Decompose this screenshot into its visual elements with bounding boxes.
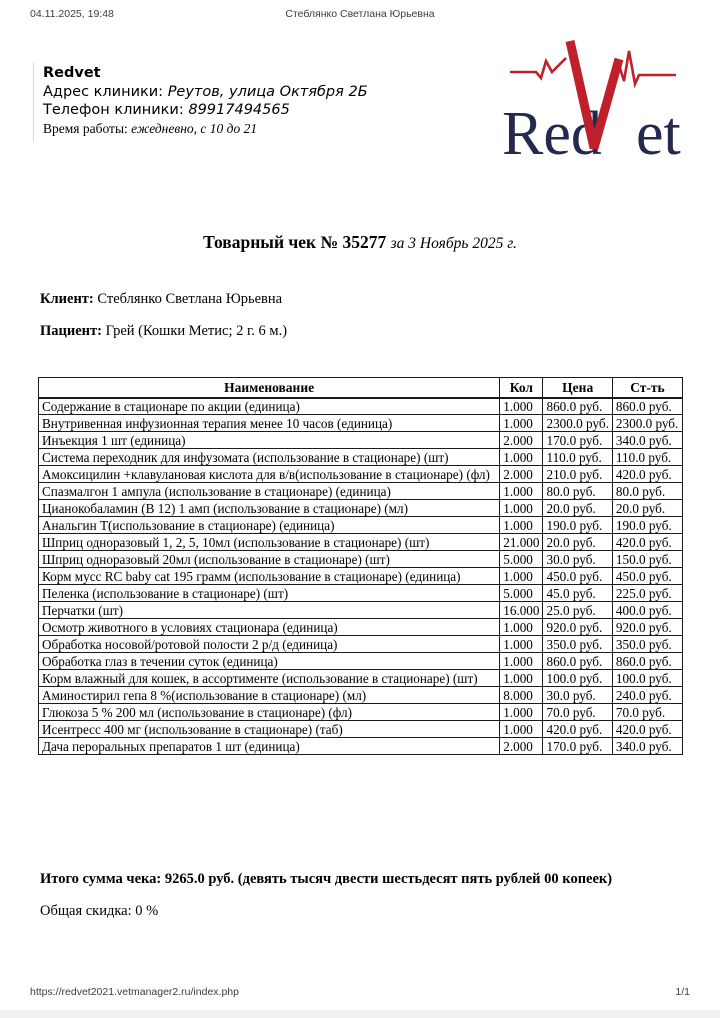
item-total-cell: 80.0 руб. xyxy=(612,483,682,500)
item-qty-cell: 1.000 xyxy=(500,653,543,670)
print-document-title: Стеблянко Светлана Юрьевна xyxy=(285,8,435,20)
item-qty-cell: 2.000 xyxy=(500,432,543,449)
clinic-address-label: Адрес клиники: xyxy=(43,83,164,100)
receipt-title: Товарный чек № 35277 xyxy=(203,232,387,252)
item-total-cell: 150.0 руб. xyxy=(612,551,682,568)
item-qty-cell: 2.000 xyxy=(500,466,543,483)
item-name-cell: Осмотр животного в условиях стационара (единица) xyxy=(39,619,500,636)
page-edge-strip xyxy=(0,1010,720,1018)
item-price-cell: 80.0 руб. xyxy=(543,483,612,500)
item-qty-cell: 1.000 xyxy=(500,704,543,721)
item-price-cell: 350.0 руб. xyxy=(543,636,612,653)
item-total-cell: 225.0 руб. xyxy=(612,585,682,602)
item-total-cell: 420.0 руб. xyxy=(612,721,682,738)
clinic-hours-label: Время работы: xyxy=(43,120,128,136)
item-price-cell: 210.0 руб. xyxy=(543,466,612,483)
client-line xyxy=(40,291,282,308)
table-row xyxy=(39,585,683,602)
item-price-cell: 420.0 руб. xyxy=(543,721,612,738)
item-price-cell: 450.0 руб. xyxy=(543,568,612,585)
item-qty-cell: 16.000 xyxy=(500,602,543,619)
clinic-hours-value: ежедневно, с 10 до 21 xyxy=(131,120,258,136)
item-price-cell: 110.0 руб. xyxy=(543,449,612,466)
total-sum-line xyxy=(40,871,612,888)
item-qty-cell: 5.000 xyxy=(500,551,543,568)
item-total-cell: 450.0 руб. xyxy=(612,568,682,585)
redvet-logo-graphic xyxy=(496,36,694,170)
col-header-name: Наименование xyxy=(39,378,500,398)
item-name-cell: Система переходник для инфузомата (использование в стационаре) (шт) xyxy=(39,449,500,466)
item-name-cell: Содержание в стационаре по акции (единица) xyxy=(39,398,500,415)
table-row xyxy=(39,398,683,415)
table-row xyxy=(39,534,683,551)
item-price-cell: 170.0 руб. xyxy=(543,432,612,449)
col-header-total: Ст-ть xyxy=(612,378,682,398)
col-header-qty: Кол xyxy=(500,378,543,398)
table-row xyxy=(39,704,683,721)
item-qty-cell: 5.000 xyxy=(500,585,543,602)
item-name-cell: Анальгин Т(использование в стационаре) (единица) xyxy=(39,517,500,534)
table-row xyxy=(39,517,683,534)
items-table-header xyxy=(39,378,683,398)
table-row xyxy=(39,500,683,517)
item-name-cell: Исентресс 400 мг (использование в стационаре) (таб) xyxy=(39,721,500,738)
clinic-name: Redvet xyxy=(43,65,101,81)
item-qty-cell: 1.000 xyxy=(500,568,543,585)
item-qty-cell: 1.000 xyxy=(500,398,543,415)
item-total-cell: 240.0 руб. xyxy=(612,687,682,704)
item-price-cell: 30.0 руб. xyxy=(543,551,612,568)
table-row xyxy=(39,449,683,466)
patient-value: Грей (Кошки Метис; 2 г. 6 м.) xyxy=(105,323,288,339)
table-row xyxy=(39,687,683,704)
table-row xyxy=(39,653,683,670)
item-name-cell: Аминостирил гепа 8 %(использование в стационаре) (мл) xyxy=(39,687,500,704)
item-name-cell: Обработка носовой/ротовой полости 2 р/д (единица) xyxy=(39,636,500,653)
items-table-body xyxy=(39,398,683,755)
print-header xyxy=(30,8,690,20)
item-price-cell: 45.0 руб. xyxy=(543,585,612,602)
item-qty-cell: 8.000 xyxy=(500,687,543,704)
clinic-phone-value: 89917494565 xyxy=(188,102,290,118)
total-sum-value: 9265.0 руб. (девять тысяч двести шестьдесят пять рублей 00 копеек) xyxy=(164,871,613,887)
item-name-cell: Внутривенная инфузионная терапия менее 10 часов (единица) xyxy=(39,415,500,432)
item-qty-cell: 1.000 xyxy=(500,415,543,432)
clinic-phone-label: Телефон клиники: xyxy=(43,102,184,118)
item-price-cell: 860.0 руб. xyxy=(543,653,612,670)
items-table xyxy=(38,377,683,755)
item-name-cell: Корм мусс RC baby cat 195 грамм (использование в стационаре) (единица) xyxy=(39,568,500,585)
item-qty-cell: 21.000 xyxy=(500,534,543,551)
item-name-cell: Обработка глаз в течении суток (единица) xyxy=(39,653,500,670)
item-total-cell: 20.0 руб. xyxy=(612,500,682,517)
client-label: Клиент: xyxy=(40,291,94,307)
item-total-cell: 340.0 руб. xyxy=(612,738,682,755)
table-row xyxy=(39,619,683,636)
receipt-title-date: за 3 Ноябрь 2025 г. xyxy=(390,235,517,252)
clinic-hours-line xyxy=(43,120,368,139)
item-qty-cell: 1.000 xyxy=(500,619,543,636)
clinic-info-block xyxy=(33,62,368,142)
clinic-address-value: Реутов, улица Октября 2Б xyxy=(167,83,368,100)
item-total-cell: 70.0 руб. xyxy=(612,704,682,721)
table-row xyxy=(39,568,683,585)
item-name-cell: Корм влажный для кошек, в ассортименте (использование в стационаре) (шт) xyxy=(39,670,500,687)
table-row xyxy=(39,551,683,568)
item-price-cell: 30.0 руб. xyxy=(543,687,612,704)
item-name-cell: Глюкоза 5 % 200 мл (использование в стационаре) (фл) xyxy=(39,704,500,721)
item-qty-cell: 2.000 xyxy=(500,738,543,755)
item-total-cell: 420.0 руб. xyxy=(612,466,682,483)
table-row xyxy=(39,415,683,432)
print-footer xyxy=(30,986,690,998)
table-row xyxy=(39,432,683,449)
item-price-cell: 20.0 руб. xyxy=(543,534,612,551)
table-row xyxy=(39,636,683,653)
item-total-cell: 420.0 руб. xyxy=(612,534,682,551)
table-row xyxy=(39,670,683,687)
ekg-line-icon xyxy=(510,58,566,78)
item-total-cell: 400.0 руб. xyxy=(612,602,682,619)
print-footer-page: 1/1 xyxy=(675,986,690,998)
item-qty-cell: 1.000 xyxy=(500,449,543,466)
item-name-cell: Пеленка (использование в стационаре) (шт) xyxy=(39,585,500,602)
item-name-cell: Спазмалгон 1 ампула (использование в стационаре) (единица) xyxy=(39,483,500,500)
print-footer-url: https://redvet2021.vetmanager2.ru/index.php xyxy=(30,986,239,998)
table-row xyxy=(39,483,683,500)
item-total-cell: 350.0 руб. xyxy=(612,636,682,653)
table-row xyxy=(39,602,683,619)
item-price-cell: 100.0 руб. xyxy=(543,670,612,687)
item-qty-cell: 1.000 xyxy=(500,517,543,534)
total-sum-label: Итого сумма чека: xyxy=(40,871,162,887)
item-total-cell: 190.0 руб. xyxy=(612,517,682,534)
item-total-cell: 860.0 руб. xyxy=(612,653,682,670)
table-row xyxy=(39,721,683,738)
logo-text-red: Red xyxy=(502,100,602,168)
item-name-cell: Цианокобаламин (В 12) 1 амп (использование в стационаре) (мл) xyxy=(39,500,500,517)
patient-line xyxy=(40,323,287,340)
table-row xyxy=(39,466,683,483)
item-name-cell: Инъекция 1 шт (единица) xyxy=(39,432,500,449)
item-total-cell: 2300.0 руб. xyxy=(612,415,682,432)
item-name-cell: Шприц одноразовый 1, 2, 5, 10мл (использование в стационаре) (шт) xyxy=(39,534,500,551)
item-price-cell: 170.0 руб. xyxy=(543,738,612,755)
item-qty-cell: 1.000 xyxy=(500,500,543,517)
item-price-cell: 25.0 руб. xyxy=(543,602,612,619)
patient-label: Пациент: xyxy=(40,323,102,339)
item-total-cell: 340.0 руб. xyxy=(612,432,682,449)
item-name-cell: Дача пероральных препаратов 1 шт (единица) xyxy=(39,738,500,755)
col-header-price: Цена xyxy=(543,378,612,398)
discount-line xyxy=(40,903,158,920)
item-name-cell: Перчатки (шт) xyxy=(39,602,500,619)
receipt-title-line xyxy=(0,232,720,253)
logo-text-et: et xyxy=(636,100,681,168)
item-qty-cell: 1.000 xyxy=(500,483,543,500)
item-qty-cell: 1.000 xyxy=(500,636,543,653)
client-value: Стеблянко Светлана Юрьевна xyxy=(97,291,283,307)
item-name-cell: Шприц одноразовый 20мл (использование в стационаре) (шт) xyxy=(39,551,500,568)
ekg-tail-icon xyxy=(618,51,676,84)
item-total-cell: 110.0 руб. xyxy=(612,449,682,466)
table-row xyxy=(39,738,683,755)
item-price-cell: 70.0 руб. xyxy=(543,704,612,721)
item-qty-cell: 1.000 xyxy=(500,670,543,687)
item-price-cell: 190.0 руб. xyxy=(543,517,612,534)
clinic-address-line xyxy=(43,83,368,102)
item-price-cell: 2300.0 руб. xyxy=(543,415,612,432)
item-price-cell: 860.0 руб. xyxy=(543,398,612,415)
item-total-cell: 860.0 руб. xyxy=(612,398,682,415)
print-datetime: 04.11.2025, 19:48 xyxy=(30,8,114,20)
clinic-phone-line xyxy=(43,101,368,120)
item-total-cell: 100.0 руб. xyxy=(612,670,682,687)
redvet-logo xyxy=(496,36,694,170)
item-price-cell: 20.0 руб. xyxy=(543,500,612,517)
item-qty-cell: 1.000 xyxy=(500,721,543,738)
discount-label: Общая скидка: xyxy=(40,903,132,919)
discount-value: 0 % xyxy=(135,903,159,919)
item-price-cell: 920.0 руб. xyxy=(543,619,612,636)
item-name-cell: Амоксицилин +клавулановая кислота для в/в(использование в стационаре) (фл) xyxy=(39,466,500,483)
item-total-cell: 920.0 руб. xyxy=(612,619,682,636)
